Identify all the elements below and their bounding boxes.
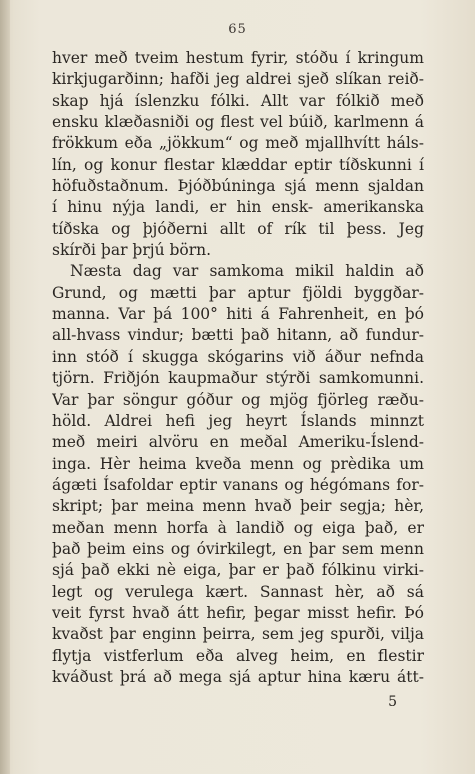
text-line: inga. Hèr heima kveða menn og prèdika um [52,454,424,473]
text-line: kváðust þrá að mega sjá aptur hina kæru átt- [52,667,424,686]
paragraph-start-line: Næsta dag var samkoma mikil haldin að [70,262,424,281]
text-line: skírði þar þrjú börn. [52,241,212,260]
text-line: tíðska og þjóðerni allt of rík til þess. Jeg [52,219,424,238]
text-line: það þeim eins og óvirkilegt, en þar sem menn [52,539,424,558]
text-line: all-hvass vindur; bætti það hitann, að fundur- [52,326,424,345]
page-number: 65 [228,22,247,37]
signature-mark: 5 [388,694,397,710]
text-line: inn stóð í skugga skógarins við áður nefnda [52,347,424,366]
text-line: ágæti Ísafoldar eptir vanans og hégómans for- [52,475,424,494]
text-line: Var þar söngur góður og mjög fjörleg ræðu- [52,390,424,409]
text-line: kirkjugarðinn; hafði jeg aldrei sjeð slíkan reið- [52,70,424,89]
text-line: manna. Var þá 100° hiti á Fahrenheit, en þó [52,305,424,324]
text-line: höld. Aldrei hefi jeg heyrt Íslands minnzt [52,411,424,430]
text-line: flytja vistferlum eða alveg heim, en flestir [52,646,424,665]
text-line: tjörn. Friðjón kaupmaður stýrði samkomunni. [52,369,424,388]
text-line: veit fyrst hvað átt hefir, þegar misst hefir. Þó [52,603,424,622]
text-line: höfuðstaðnum. Þjóðbúninga sjá menn sjaldan [52,177,424,196]
text-line: frökkum eða „jökkum“ og með mjallhvítt háls- [52,134,424,153]
text-line: kvaðst þar enginn þeirra, sem jeg spurði, vilja [52,625,424,644]
text-line: skap hjá íslenzku fólki. Allt var fólkið með [52,91,424,110]
text-line: Grund, og mætti þar aptur fjöldi byggðar- [52,283,424,302]
text-line: skript; þar meina menn hvað þeir segja; hèr, [52,497,424,516]
text-line: lín, og konur flestar klæddar eptir tíðskunni í [52,155,424,174]
body-text [52,48,424,688]
text-line: í hinu nýja landi, er hin ensk- amerikanska [52,198,424,217]
text-line: ensku klæðasniði og flest vel búið, karlmenn á [52,113,424,132]
text-line: hver með tveim hestum fyrir, stóðu í kringum [52,49,424,67]
text-line: með meiri alvöru en meðal Ameriku-Íslend- [52,433,424,452]
text-line: sjá það ekki nè eiga, þar er það fólkinu virki- [52,561,424,580]
text-line: legt og verulega kært. Sannast hèr, að sá [52,582,424,601]
book-spine-shadow [0,0,10,774]
text-line: meðan menn horfa à landið og eiga það, er [52,518,424,537]
